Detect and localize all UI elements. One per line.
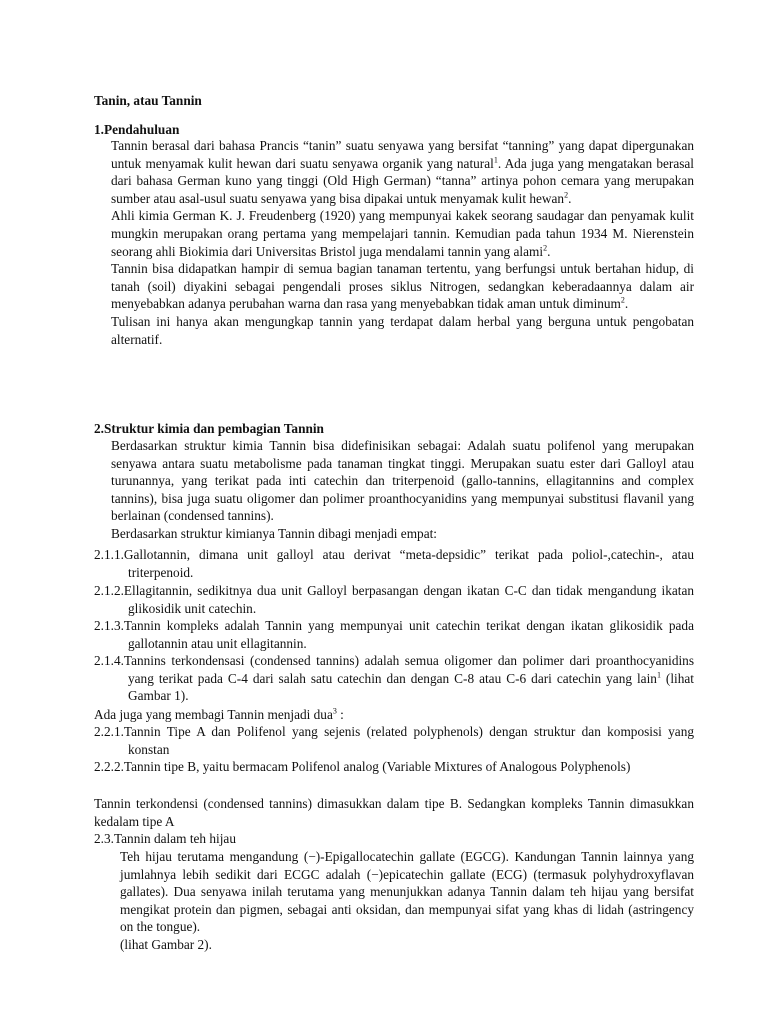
section1-body <box>111 137 694 348</box>
section2-heading: 2.Struktur kimia dan pembagian Tannin <box>94 421 324 436</box>
list-item: 2.2.2.Tannin tipe B, yaitu bermacam Polifenol analog (Variable Mixtures of Analogous Polyphenols) <box>94 759 631 774</box>
list-item: 2.2.1.Tannin Tipe A dan Polifenol yang sejenis (related polyphenols) dengan struktur dan komposisi yang konstan <box>94 724 694 757</box>
document-title: Tanin, atau Tannin <box>94 93 202 108</box>
section1-heading: 1.Pendahuluan <box>94 122 180 137</box>
section2-intro-paragraph: Berdasarkan struktur kimia Tannin bisa didefinisikan sebagai: Adalah suatu polifenol yang merupakan senyawa antara suatu metabolisme pada tanaman tingkat tinggi. Merupakan suatu ester dari Galloyl atau turunannya, yang terikat pada inti catechin dan triterpenoid (gallo-tannins, ellagitannins and complex tannins), bisa juga suatu oligomer dan polimer proanthocyanidins yang mempunyai substitusi flavanil yang berlainan (condensed tannins). <box>111 438 694 524</box>
list-item: 2.1.4.Tannins terkondensasi (condensed tannins) adalah semua oligomer dan polimer dari proanthocyanidins yang terikat pada C-4 dari salah satu catechin dan dengan C-8 atau C-6 dari catechin yang lain$^1$ (lihat Gambar 1). <box>94 653 694 704</box>
tea-figure-reference: (lihat Gambar 2). <box>120 936 212 952</box>
section1-paragraph: Tannin bisa didapatkan hampir di semua bagian tanaman tertentu, yang berfungsi untuk bertahan hidup, di tanah (soil) diyakini sebagai pengendali proses siklus Nitrogen, sedangkan keberadaannya dalam air menyebabkan adanya perubahan warna dan rasa yang menyebabkan tidak aman untuk diminum$^2$. <box>111 261 694 312</box>
summary-paragraph: Tannin terkondensi (condensed tannins) dimasukkan dalam tipe B. Sedangkan kompleks Tannin dimasukkan kedalam tipe A <box>94 796 694 829</box>
tea-heading: 2.3.Tannin dalam teh hijau <box>94 831 236 846</box>
section2-intro2-paragraph: Berdasarkan struktur kimianya Tannin dibagi menjadi empat: <box>111 525 437 541</box>
section1-paragraph: Tannin berasal dari bahasa Prancis “tanin” suatu senyawa yang bersifat “tanning” yang dapat dipergunakan untuk menyamak kulit hewan dari suatu senyawa organik yang natural$^1$. Ada juga yang mengatakan berasal dari bahasa German kuno yang tinggi (Old High German) “tanna” artinya pohon cemara yang merupakan sumber atau asal-usul suatu senyawa yang bisa dipakai untuk menyamak kulit hewan$^2$. <box>111 138 694 206</box>
list-item: 2.1.3.Tannin kompleks adalah Tannin yang mempunyai unit catechin terikat dengan ikatan glikosidik pada gallotannin atau unit ellagitannin. <box>94 618 694 651</box>
two-types-intro: Ada juga yang membagi Tannin menjadi dua$^3$ : <box>94 706 344 722</box>
list-item: 2.1.1.Gallotannin, dimana unit galloyl atau derivat “meta-depsidic” terikat pada poliol-,catechin-, atau triterpenoid. <box>94 547 694 580</box>
list-item: 2.1.2.Ellagitannin, sedikitnya dua unit Galloyl berpasangan dengan ikatan C-C dan tidak mengandung ikatan glikosidik unit catechin. <box>94 583 694 616</box>
section2-intro <box>111 437 694 543</box>
tea-paragraph: Teh hijau terutama mengandung (−)-Epigallocatechin gallate (EGCG). Kandungan Tannin lainnya yang jumlahnya lebih sedikit dari ECGC adalah (−)epicatechin gallate (ECG) (termasuk polyhydroxyflavan gallates). Dua senyawa inilah terutama yang menunjukkan adanya Tannin dalam teh hijau yang bersifat mengikat protein dan pigmen, sebagai anti oksidan, dan mempunyai sifat yang khas di lidah (astringency on the tongue). <box>120 849 694 935</box>
section1-paragraph: Tulisan ini hanya akan mengungkap tannin yang terdapat dalam herbal yang berguna untuk pengobatan alternatif. <box>111 313 694 347</box>
tea-body <box>120 848 694 954</box>
section1-paragraph: Ahli kimia German K. J. Freudenberg (1920) yang mempunyai kakek seorang saudagar dan penyamak kulit mungkin merupakan orang pertama yang mempelajari tannin. Kemudian pada tahun 1934 M. Nierenstein seorang ahli Biokimia dari Universitas Bristol juga mendalami tannin yang alami$^2$. <box>111 208 694 259</box>
